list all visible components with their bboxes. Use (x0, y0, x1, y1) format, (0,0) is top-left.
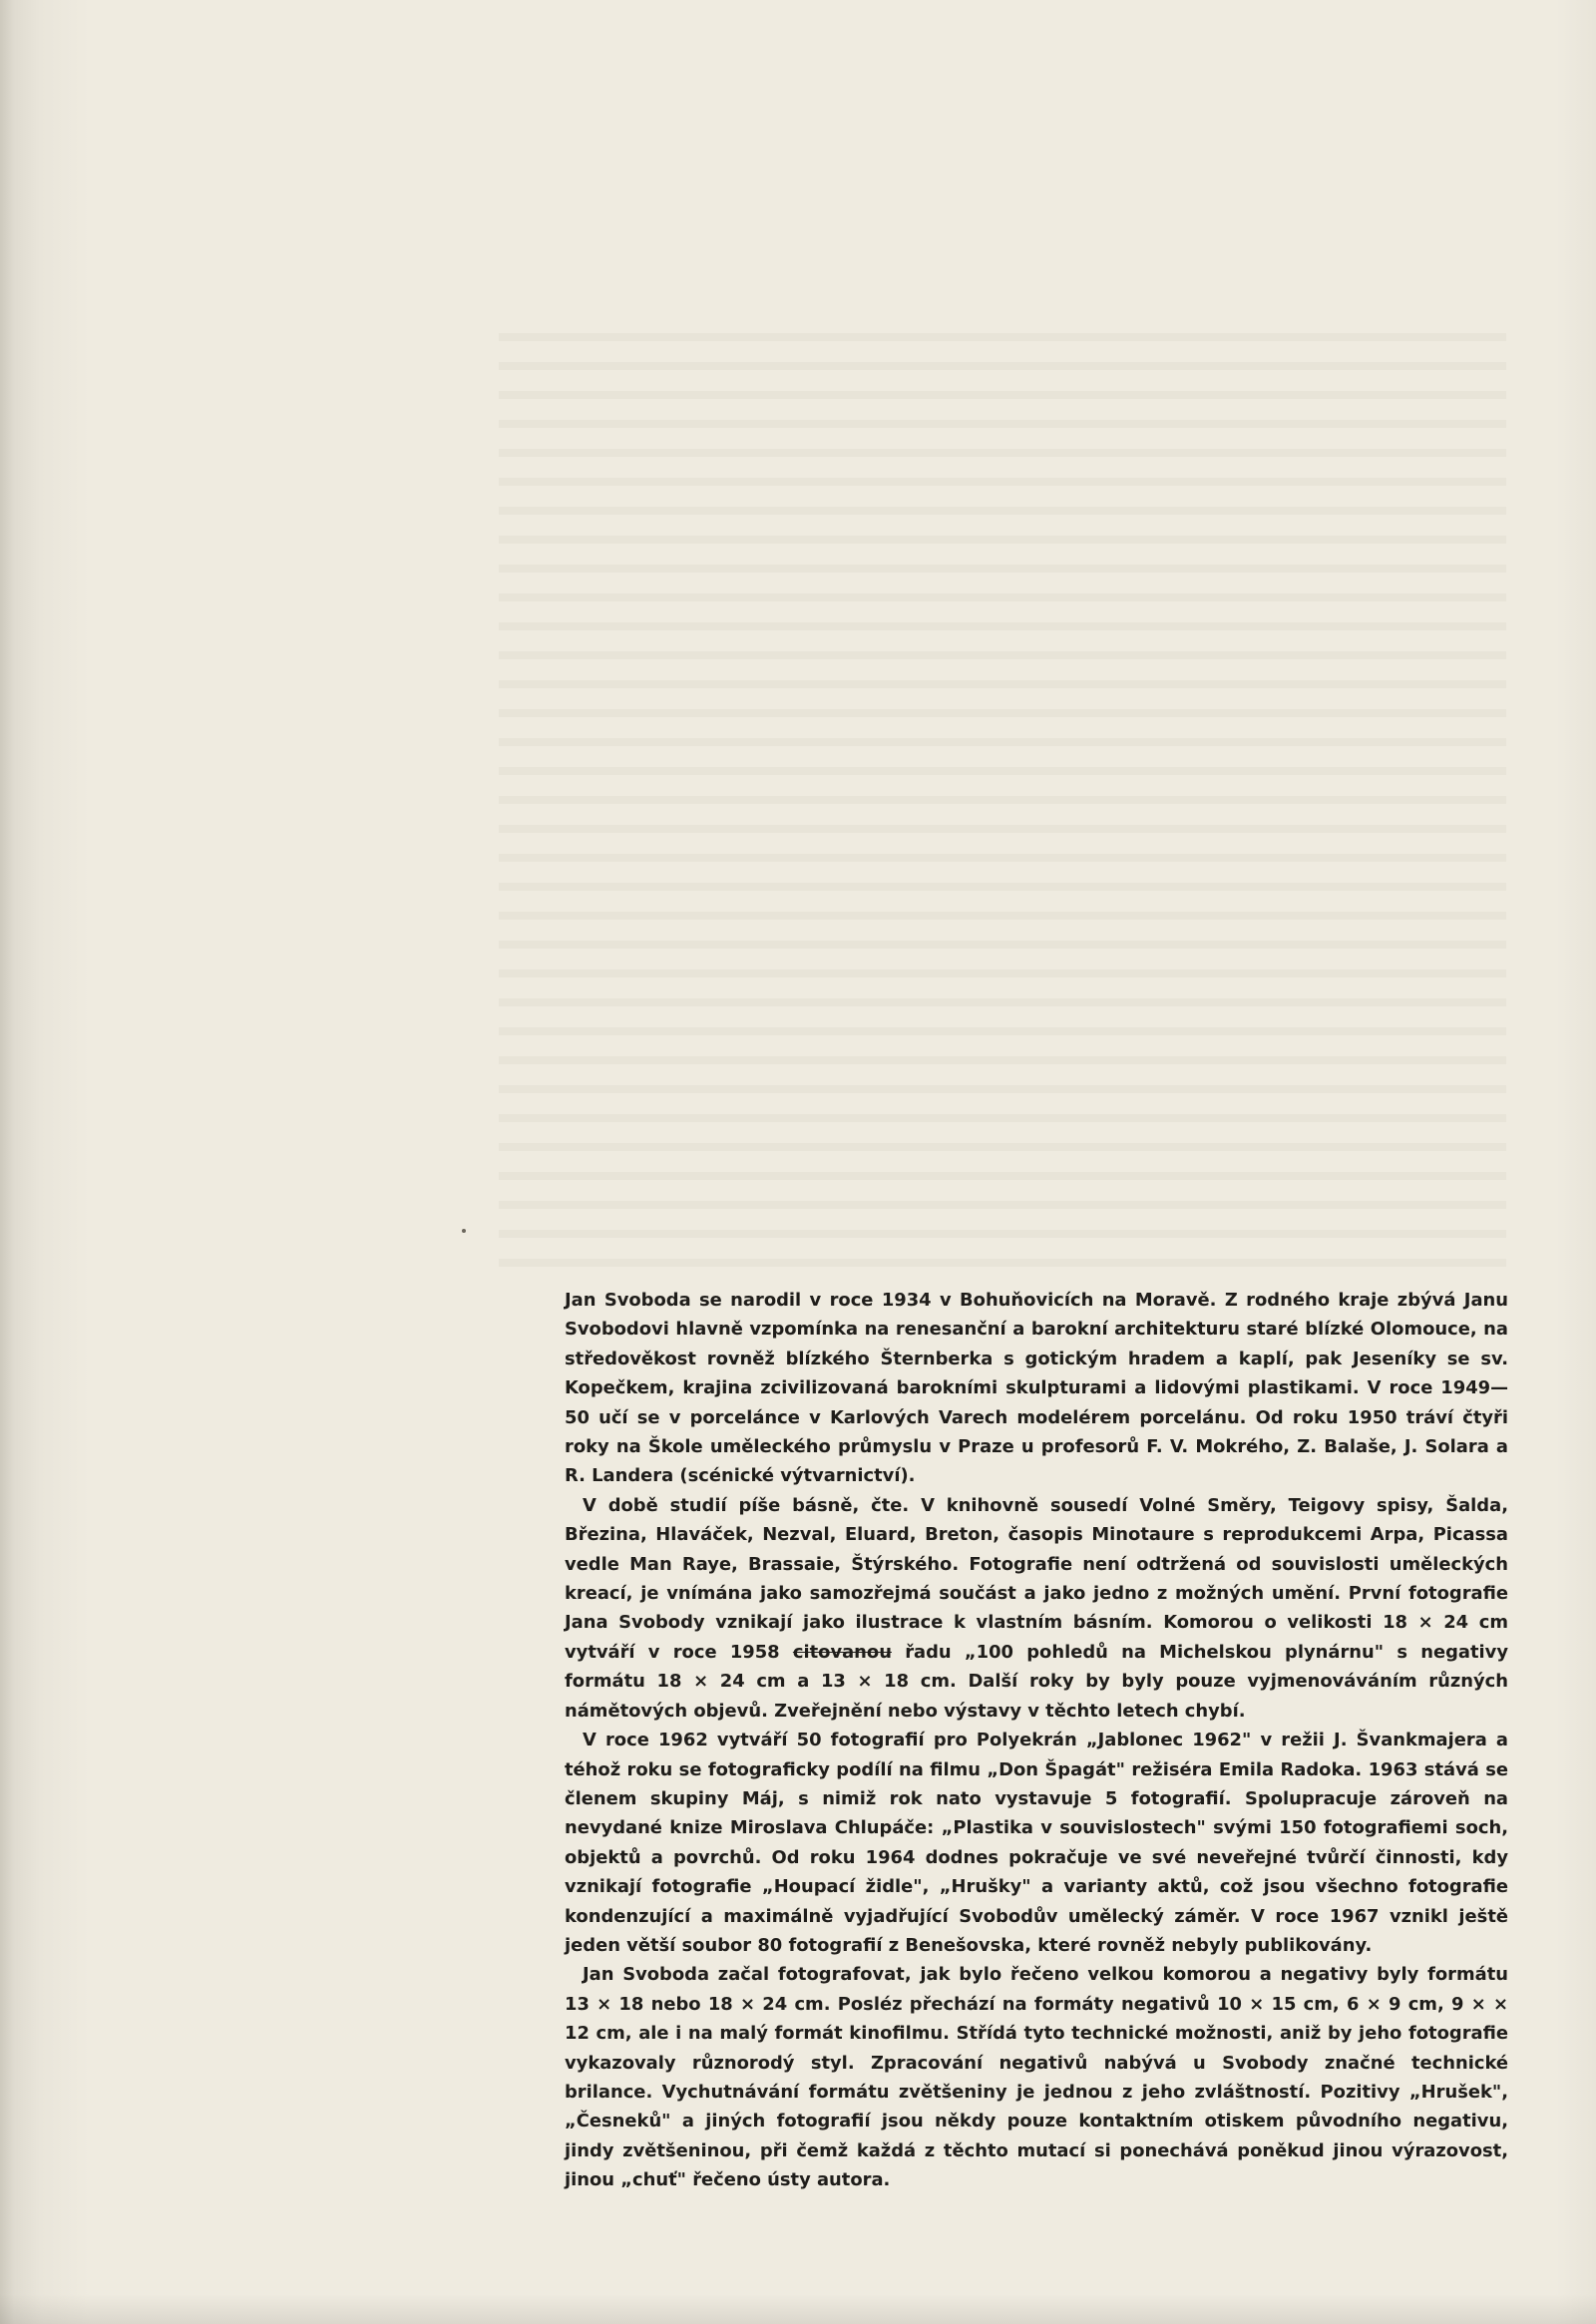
article-text (565, 1286, 1508, 2195)
struck-word: citovanou (792, 1641, 892, 1663)
paragraph-studies-part-1: V době studií píše básně, čte. V knihovně sousedí Volné Směry, Teigovy spisy, Šalda, Březina, Hlaváček, Nezval, Eluard, Breton, časopis Minotaure s reprodukcemi Arpa, Picassa vedle Man Raye, Brassaie, Štýrského. Fotografie není odtržená od souvislosti uměleckých kreací, je vnímána jako samozřejmá součást a jako jedno z možných umění. První fotografie Jana Svobody vznikají jako ilustrace k vlastním básním. Komorou o velikosti 18 × 24 cm vytváří v roce 1958 (565, 1494, 1508, 1663)
paragraph-studies (565, 1491, 1508, 1726)
paragraph-biography: Jan Svoboda se narodil v roce 1934 v Bohuňovicích na Moravě. Z rodného kraje zbývá Janu Svobodovi hlavně vzpomínka na renesanční a barokní architekturu staré blízké Olomouce, na středověkost rovněž blízkého Šternberka s gotickým hradem a kaplí, pak Jeseníky se sv. Kopečkem, krajina zcivilizovaná barokními skulpturami a lidovými plastikami. V roce 1949—50 učí se v porceláncе v Karlových Varech modelérem porcelánu. Od roku 1950 tráví čtyři roky na Škole uměleckého průmyslu v Praze u profesorů F. V. Mokrého, Z. Balaše, J. Solara a R. Landera (scénické výtvarnictví). (565, 1290, 1508, 1487)
page-bottom-shadow (0, 2294, 1596, 2324)
paragraph-technique: Jan Svoboda začal fotografovat, jak bylo řečeno velkou komorou a negativy byly formátu 13 × 18 nebo 18 × 24 cm. Posléz přechází na formáty negativů 10 × 15 cm, 6 × 9 cm, 9 × × 12 cm, ale i na malý formát kinofilmu. Střídá tyto technické možnosti, aniž by jeho fotografie vykazovaly různorodý styl. Zpracování negativů nabývá u Svobody značné technické brilance. Vychutnávání formátu zvětšeniny je jednou z jeho zvláštností. Pozitivy „Hrušek", „Česneků" a jiných fotografií jsou někdy pouze kontaktním otiskem původního negativu, jindy zvětšeninou, při čemž každá z těchto mutací si ponechává poněkud jinou výrazovost, jinou „chuť" řečeno ústy autora. (565, 1964, 1508, 2191)
paragraph-studies-part-2: řadu „100 pohledů na Michelskou plynárnu" s negativy formátu 18 × 24 cm a 13 × 18 cm. Další roky by byly pouze vyjmenováváním různých námětových objevů. Zveřejnění nebo výstavy v těchto letech chybí. (565, 1641, 1508, 1722)
speck-mark (462, 1229, 466, 1233)
paragraph-1962: V roce 1962 vytváří 50 fotografií pro Polyekrán „Jablonec 1962" v režii J. Švankmajera a téhož roku se fotograficky podílí na filmu „Don Špagát" režiséra Emila Radoka. 1963 stává se členem skupiny Máj, s nimiž rok nato vystavuje 5 fotografií. Spolupracuje zároveň na nevydané knize Miroslava Chlupáče: „Plastika v souvislostech" svými 150 fotografiemi soch, objektů a povrchů. Od roku 1964 dodnes pokračuje ve své neveřejné tvůrčí činnosti, kdy vznikají fotografie „Houpací židle", „Hrušky" a varianty aktů, což jsou všechno fotografie kondenzující a maximálně vyjadřující Svobodův umělecký záměr. V roce 1967 vznikl ještě jeden větší soubor 80 fotografií z Benešovska, které rovněž nebyly publikovány. (565, 1730, 1508, 1956)
show-through-text (499, 319, 1506, 1287)
